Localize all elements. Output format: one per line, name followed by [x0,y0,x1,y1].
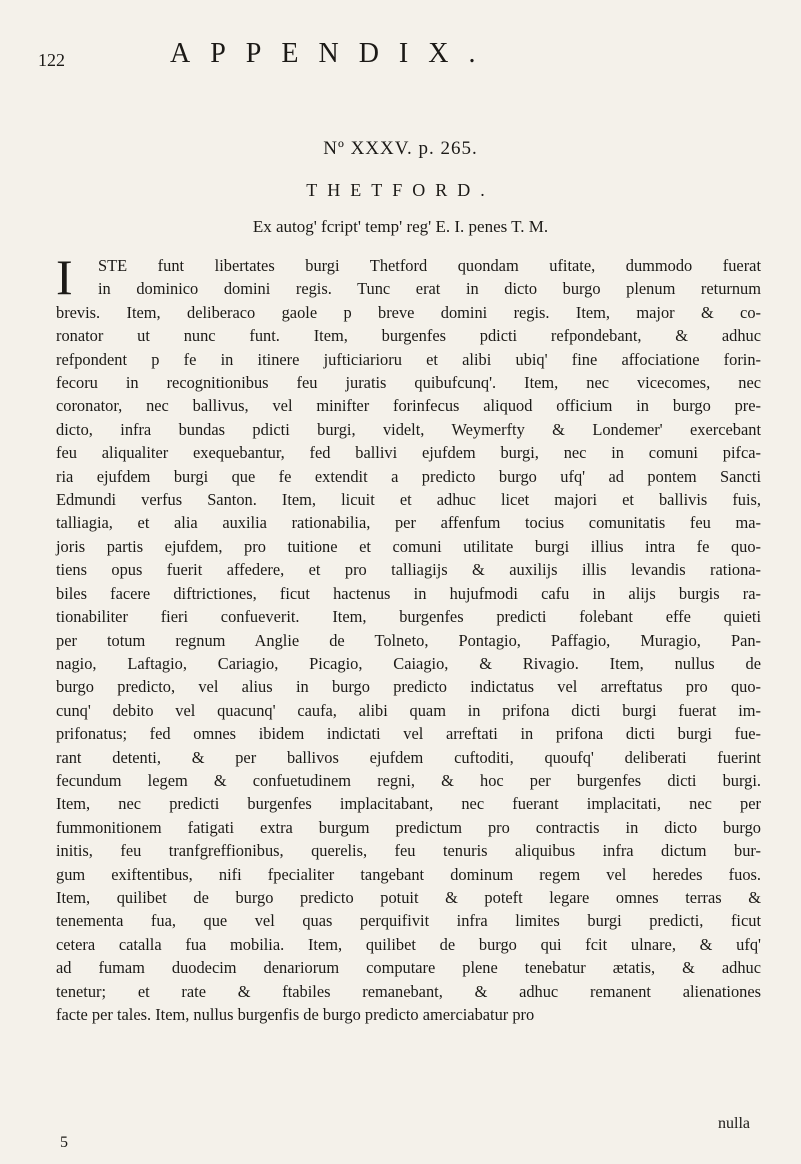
text-line: fecundum legem & confuetudinem regni, & hoc per burgenfes dicti burgi. [56,770,761,790]
text-line: ad fumam duodecim denariorum computare plene tenebatur ætatis, & adhuc [56,958,761,978]
text-line: feu aliqualiter exequebantur, fed ballivi ejufdem burgi, nec in comuni pifca- [56,443,761,463]
document-number: Nº XXXV. p. 265. [323,138,478,159]
signature-mark: 5 [60,1134,68,1151]
drop-cap: I [56,249,73,305]
text-line: fecoru in recognitionibus feu juratis quibufcunq'. Item, nec vicecomes, nec [56,373,761,393]
source-note: Ex autog' fcript' temp' reg' E. I. penes T. M. [252,217,549,236]
text-line: cunq' debito vel quacunq' caufa, alibi quam in prifona dicti burgi fuerat im- [56,700,761,720]
text-line: rant detenti, & per ballivos ejufdem cuftoditi, quoufq' deliberati fuerint [56,747,761,767]
text-line: tenementa fua, que vel quas perquifivit infra limites burgi predicti, ficut [56,911,761,931]
text-line: refpondent p fe in itinere jufticiarioru et alibi ubiq' fine affociatione forin- [56,349,761,369]
text-line: per totum regnum Anglie de Tolneto, Pontagio, Paffagio, Muragio, Pan- [56,630,761,650]
text-line: initis, feu tranfgreffionibus, querelis, feu tenuris aliquibus infra dictum bur- [56,841,761,861]
running-head [0,20,801,70]
text-line: Edmundi verfus Santon. Item, licuit et adhuc licet majori et ballivis fuis, [56,490,761,510]
text-line: burgo predicto, vel alius in burgo predicto indictatus vel arreftatus pro quo- [56,677,761,697]
text-line: dicto, infra bundas pdicti burgi, videlt, Weymerfty & Londemer' exercebant [56,419,761,439]
text-line: tionabiliter fieri confueverit. Item, burgenfes predicti folebant effe quieti [56,607,761,627]
text-line: Item, nec predicti burgenfes implacitabant, nec fuerant implacitati, nec per [56,794,761,814]
text-line: STE funt libertates burgi Thetford quondam ufitate, dummodo fuerat [98,256,761,275]
text-line: coronator, nec ballivus, vel minifter forinfecus aliquod officium in burgo pre- [56,396,761,416]
text-line: nagio, Laftagio, Cariagio, Picagio, Caiagio, & Rivagio. Item, nullus de [56,653,761,673]
document-title: THETFORD. [306,180,495,200]
text-line: tiens opus fuerit affedere, et pro talliagijs & auxilijs illis levandis rationa- [56,560,761,580]
text-line: prifonatus; fed omnes ibidem indictati vel arreftati in prifona dicti burgi fue- [56,724,761,744]
text-line: tenetur; et rate & ftabiles remanebant, & adhuc remanent alienationes [56,981,761,1001]
text-line: biles facere diftrictiones, ficut hactenus in hujufmodi cafu in alijs burgis ra- [56,583,761,603]
running-title: APPENDIX. [170,38,496,69]
text-line: cetera catalla fua mobilia. Item, quilibet de burgo qui fcit ulnare, & ufq' [56,934,761,954]
catchword: nulla [718,1115,750,1132]
text-line: ronator ut nunc funt. Item, burgenfes pdicti refpondebant, & adhuc [56,326,761,346]
text-line: talliagia, et alia auxilia rationabilia, per affenfum tocius comunitatis feu ma- [56,513,761,533]
text-line: brevis. Item, deliberaco gaole p breve domini regis. Item, major & co- [56,302,761,322]
charter-text [56,249,761,1026]
page-number: 122 [38,50,65,70]
text-line: facte per tales. Item, nullus burgenfis de burgo predicto amerciabatur pro [56,1005,535,1024]
text-line: joris partis ejufdem, pro tuitione et comuni utilitate burgi illius intra fe quo- [56,536,761,556]
text-line: Item, quilibet de burgo predicto potuit & poteft legare omnes terras & [56,887,761,907]
text-line: in dominico domini regis. Tunc erat in dicto burgo plenum returnum [98,279,761,299]
text-line: ria ejufdem burgi que fe extendit a predicto burgo ufq' ad pontem Sancti [56,466,761,486]
text-line: gum exiftentibus, nifi fpecialiter tangebant dominum regem vel heredes fuos. [56,864,761,884]
text-line: fummonitionem fatigati extra burgum predictum pro contractis in dicto burgo [56,817,761,837]
